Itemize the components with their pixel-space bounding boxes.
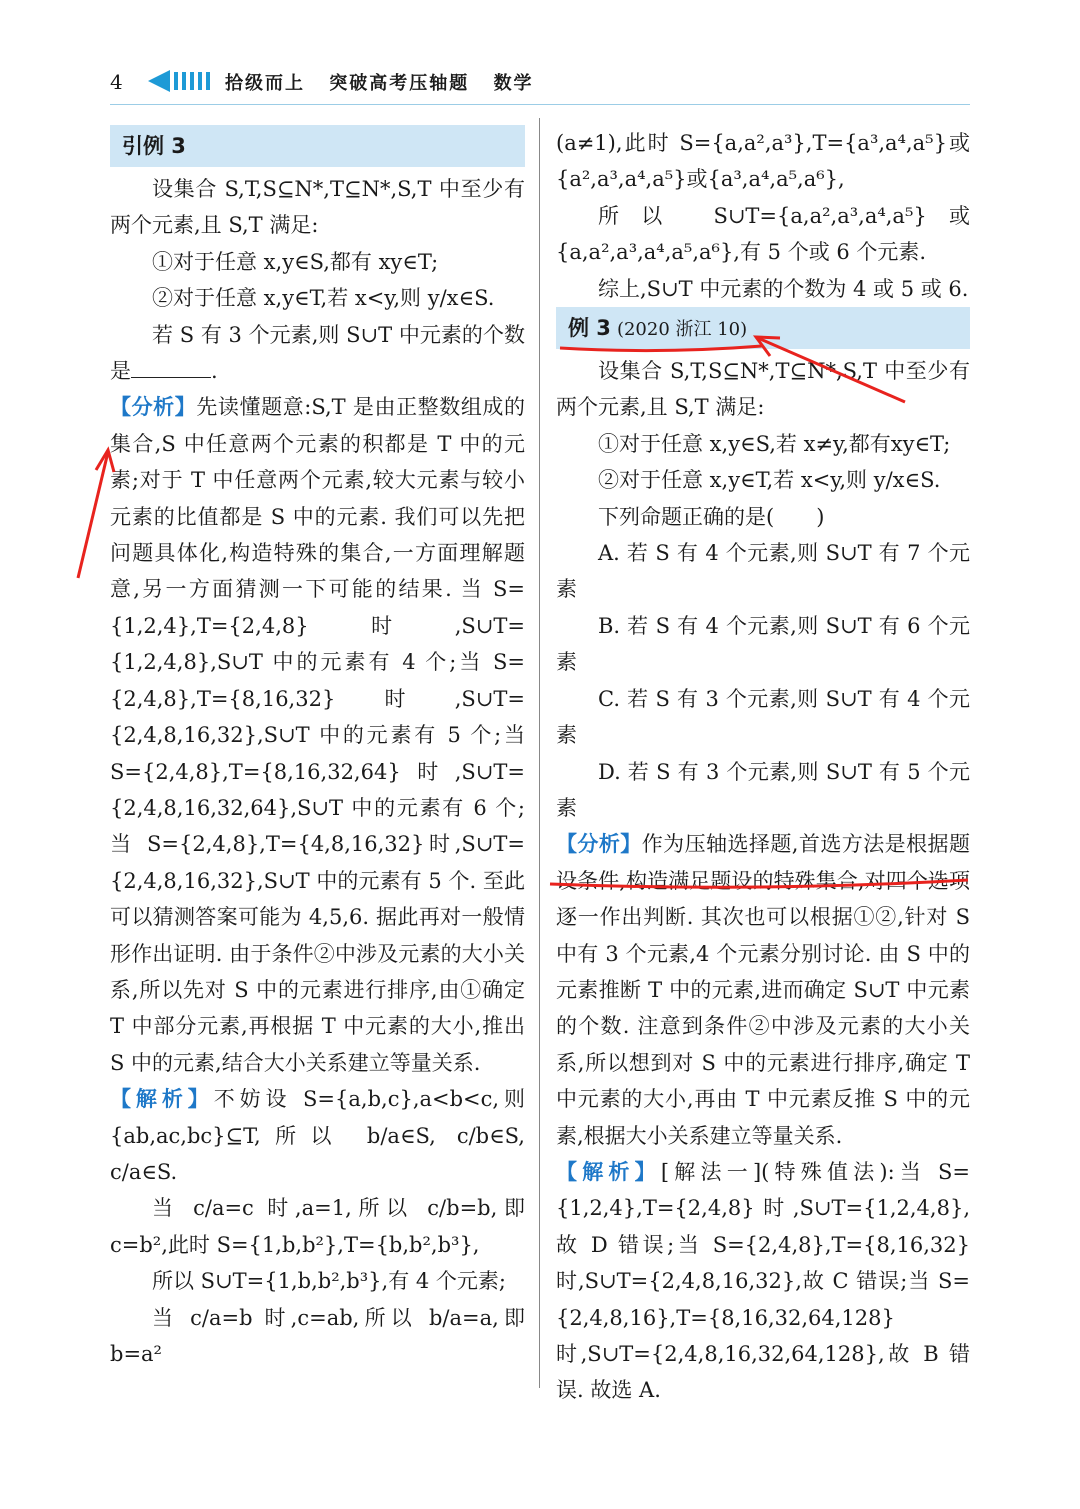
solution-continuation: 所以 S∪T={a,a²,a³,a⁴,a⁵}或{a,a²,a³,a⁴,a⁵,a⁶},有 5 个或 6 个元素.: [556, 203, 970, 265]
analysis-tag: 【分析】: [110, 395, 197, 420]
solution-continuation: (a≠1),此时 S={a,a²,a³},T={a³,a⁴,a⁵}或{a²,a³,a⁴,a⁵}或{a³,a⁴,a⁵,a⁶},: [556, 131, 970, 192]
problem-text: 设集合 S,T,S⊆N*,T⊆N*,S,T 中至少有两个元素,且 S,T 满足:: [556, 359, 970, 420]
solution-paragraph: [556, 1154, 970, 1409]
page-number: 4: [110, 70, 123, 94]
solution-text: [解法一](特殊值法):当 S={1,2,4},T={2,4,8}时,S∪T={1,2,4,8},故 D 错误;当 S={2,4,8},T={8,16,32}时,S∪T={2,4,8,16,32},故 C 错误;当 S={2,4,8,16},T={8,16,32,64,128}时,S∪T={2,4,8,16,32,64,128},故 B 错误. 故选 A.: [556, 1159, 970, 1403]
series-name: 拾级而上: [225, 73, 305, 94]
solution-line: 当 c/a=b 时,c=ab,所以 b/a=a,即 b=a²: [110, 1305, 525, 1366]
solution-tag: 【解析】: [110, 1087, 214, 1112]
condition-1: ①对于任意 x,y∈S,若 x≠y,都有xy∈T;: [598, 431, 951, 456]
section-title-example-3: 例 3 (2020 浙江 10): [556, 307, 970, 349]
question-text: 下列命题正确的是( ): [598, 504, 825, 529]
condition-2: ②对于任意 x,y∈T,若 x<y,则 y/x∈S.: [598, 468, 941, 493]
solution-line: 不妨设 S={a,b,c},a<b<c,则{ab,ac,bc}⊆T,所以 b/a∈S, c/b∈S, c/a∈S.: [110, 1087, 525, 1184]
book-title: 突破高考压轴题: [329, 73, 470, 94]
header-bars-icon: [174, 72, 214, 94]
analysis-tag: 【分析】: [556, 832, 642, 857]
condition-1: ①对于任意 x,y∈S,都有 xy∈T;: [152, 249, 439, 274]
conclusion-text: 综上,S∪T 中元素的个数为 4 或 5 或 6.: [598, 276, 969, 301]
solution-line: 当 c/a=c 时,a=1,所以 c/b=b,即 c=b²,此时 S={1,b,b²},T={b,b²,b³},: [110, 1196, 525, 1257]
option-c: C. 若 S 有 3 个元素,则 S∪T 有 4 个元素: [556, 686, 970, 748]
problem-text: 设集合 S,T,S⊆N*,T⊆N*,S,T 中至少有两个元素,且 S,T 满足:: [110, 177, 525, 238]
question-text: 若 S 有 3 个元素,则 S∪T 中元素的个数是 .: [110, 322, 525, 384]
left-column: [110, 125, 525, 1372]
option-a: A. 若 S 有 4 个元素,则 S∪T 有 7 个元素: [556, 541, 970, 602]
solution-paragraph: [110, 1081, 525, 1190]
header-title: [225, 69, 550, 95]
option-b: B. 若 S 有 4 个元素,则 S∪T 有 6 个元素: [556, 613, 970, 675]
section-source: (2020 浙江 10): [616, 319, 748, 341]
column-divider: [539, 118, 540, 1388]
answer-blank: [131, 355, 211, 378]
subject-name: 数学: [493, 73, 534, 94]
header-arrow-icon: [148, 70, 170, 92]
analysis-paragraph: [556, 826, 970, 1154]
right-column: [556, 125, 970, 1409]
analysis-text: 先读懂题意:S,T 是由正整数组成的集合,S 中任意两个元素的积都是 T 中的元素;对于 T 中任意两个元素,较大元素与较小元素的比值都是 S 中的元素. 我们可以先把问题具体化,构造特殊的集合,一方面理解题意,另一方面猜测一下可能的结果. 当 S={1,2,4},T={2,4,8}时,S∪T={1,2,4,8},S∪T 中的元素有 4 个;当 S={2,4,8},T={8,16,32}时,S∪T={2,4,8,16,32},S∪T 中的元素有 5 个;当 S={2,4,8},T={8,16,32,64}时,S∪T={2,4,8,16,32,64},S∪T 中的元素有 6 个;当 S={2,4,8},T={4,8,16,32}时,S∪T={2,4,8,16,32},S∪T 中的元素有 5 个. 至此可以猜测答案可能为 4,5,6. 据此再对一般情形作出证明. 由于条件②中涉及元素的大小关系,所以先对 S 中的元素进行排序,由①确定 T 中部分元素,再根据 T 中元素的大小,推出 S 中的元素,结合大小关系建立等量关系.: [110, 395, 526, 1075]
annotation-arrow-left: [78, 452, 108, 578]
solution-tag: 【解析】: [556, 1159, 661, 1184]
page-header: [110, 66, 970, 105]
option-d: D. 若 S 有 3 个元素,则 S∪T 有 5 个元素: [556, 759, 970, 820]
section-title-lead-example: 引例 3: [110, 125, 525, 167]
analysis-text: 作为压轴选择题,首选方法是根据题设条件,构造满足题设的特殊集合,对四个选项逐一作出判断. 其次也可以根据①②,针对 S 中有 3 个元素,4 个元素分别讨论. 由 S 中的元素推断 T 中的元素,进而确定 S∪T 中元素的个数. 注意到条件②中涉及元素的大小关系,所以想到对 S 中的元素进行排序,确定 T 中元素的大小,再由 T 中元素反推 S 中的元素,根据大小关系建立等量关系.: [556, 832, 970, 1148]
solution-line: 所以 S∪T={1,b,b²,b³},有 4 个元素;: [152, 1269, 506, 1294]
analysis-paragraph: [110, 389, 525, 1081]
condition-2: ②对于任意 x,y∈T,若 x<y,则 y/x∈S.: [152, 286, 495, 311]
